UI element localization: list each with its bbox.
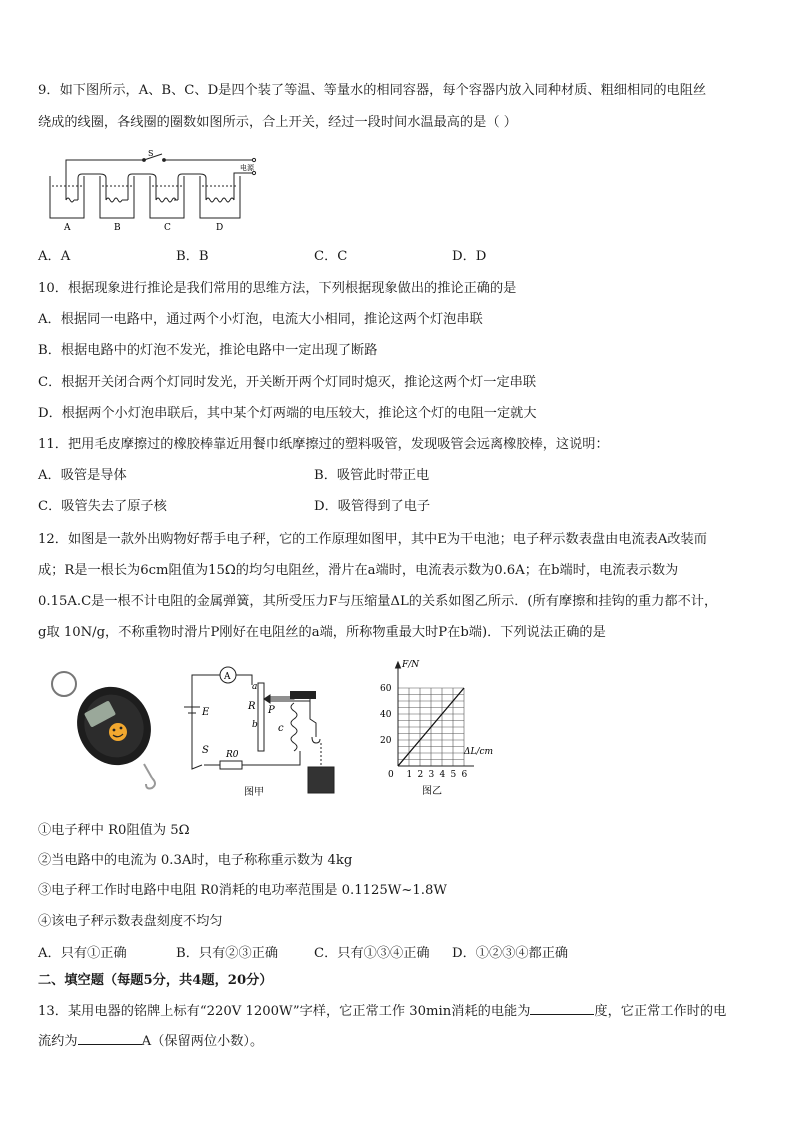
figure-yi-caption: 图乙 <box>422 786 442 797</box>
graph-y-tick-label: 40 <box>380 710 392 720</box>
q9-coil-circuit-figure <box>44 146 270 232</box>
wire-r-label: R <box>248 701 256 712</box>
q10-option-c[interactable]: C．根据开关闭合两个灯同时发光，开关断开两个灯同时熄灭，推论这两个灯一定串联 <box>38 375 537 390</box>
q9-stem-line2: 绕成的线圈，各线圈的圈数如图所示，合上开关，经过一段时间水温最高的是（ ） <box>38 115 517 130</box>
section-fill-in-title: 二、填空题（每题5分，共4题，20分） <box>38 973 273 988</box>
ammeter-label: A <box>224 672 231 682</box>
q10-option-d[interactable]: D．根据两个小灯泡串联后，其中某个灯两端的电压较大，推论这个灯的电阻一定就大 <box>38 406 537 421</box>
q9-container-label-a: A <box>64 223 71 232</box>
q11-stem: 11．把用毛皮摩擦过的橡胶棒靠近用餐巾纸摩擦过的塑料吸管，发现吸管会远离橡胶棒，这说明： <box>38 437 609 452</box>
q12-option-d[interactable]: D．①②③④都正确 <box>452 946 569 961</box>
q13-blank-energy[interactable] <box>530 1000 594 1015</box>
q9-option-b[interactable]: B．B <box>176 249 209 264</box>
q9-source-label: 电源 <box>240 164 254 172</box>
q12-stem-line3: 0.15A.C是一根不计电阻的金属弹簧，其所受压力F与压缩量ΔL的关系如图乙所示．(所有摩擦和挂钩的重力都不计， <box>38 594 718 609</box>
q12-option-a[interactable]: A．只有①正确 <box>38 946 127 961</box>
q11-option-c[interactable]: C．吸管失去了原子核 <box>38 499 167 514</box>
q9-switch-label: S <box>148 149 154 158</box>
q10-option-a[interactable]: A．根据同一电路中，通过两个小灯泡，电流大小相同，推论这两个灯泡串联 <box>38 312 483 327</box>
q12-stem-line4: g取 10N/g，不称重物时滑片P刚好在电阻丝的a端，所称物重最大时P在b端)．下列说法正确的是 <box>38 625 606 640</box>
q12-statement-2: ②当电路中的电流为 0.3A时，电子称称重示数为 4kg <box>38 853 353 868</box>
q9-container-label-b: B <box>114 223 121 232</box>
q13-text-part3: 流约为 <box>38 1034 78 1049</box>
spring-c-label: c <box>278 723 284 734</box>
figure-jia-caption: 图甲 <box>244 787 264 798</box>
q12-statement-4: ④该电子秤示数表盘刻度不均匀 <box>38 914 223 929</box>
end-a-label: a <box>252 682 258 692</box>
electronic-scale-photo <box>40 668 164 792</box>
q12-statement-1: ①电子秤中 R0阻值为 5Ω <box>38 823 190 838</box>
q12-stem-line2: 成；R是一根长为6cm阻值为15Ω的均匀电阻丝，滑片在a端时，电流表示数为0.6A；在b端时，电流表示数为 <box>38 563 679 578</box>
battery-label: E <box>202 707 210 718</box>
end-b-label: b <box>252 720 258 730</box>
switch-label-jia: S <box>202 745 209 756</box>
graph-x-axis-label: ΔL/cm <box>464 747 494 757</box>
graph-x-tick-label: 1 <box>406 770 413 780</box>
q9-option-a[interactable]: A．A <box>38 249 71 264</box>
q9-container-label-c: C <box>164 223 171 232</box>
graph-x-tick-label: 6 <box>461 770 468 780</box>
slider-p-label: P <box>268 705 275 716</box>
q13-blank-current[interactable] <box>78 1030 142 1045</box>
q10-stem: 10．根据现象进行推论是我们常用的思维方法，下列根据现象做出的推论正确的是 <box>38 281 517 296</box>
q9-stem-line1: 9．如下图所示，A、B、C、D是四个装了等温、等量水的相同容器，每个容器内放入同种材质、粗细相同的电阻丝 <box>38 83 707 98</box>
q13-text-part2: 度，它正常工作时的电 <box>594 1004 727 1019</box>
graph-x-tick-label: 5 <box>450 770 457 780</box>
q13-text-part4: A（保留两位小数）。 <box>141 1034 264 1049</box>
q13-line2 <box>38 1030 263 1051</box>
r0-label: R0 <box>226 750 239 760</box>
q11-option-b[interactable]: B．吸管此时带正电 <box>314 468 430 483</box>
graph-x-tick-label: 0 <box>388 770 394 780</box>
force-compression-graph <box>376 654 512 798</box>
q11-option-a[interactable]: A．吸管是导体 <box>38 468 127 483</box>
graph-x-tick-label: 2 <box>417 770 424 780</box>
q12-statement-3: ③电子秤工作时电路中电阻 R0消耗的电功率范围是 0.1125W~1.8W <box>38 883 447 898</box>
q13-line1 <box>38 1000 726 1021</box>
q12-option-c[interactable]: C．只有①③④正确 <box>314 946 430 961</box>
q9-option-d[interactable]: D．D <box>452 249 487 264</box>
q10-option-b[interactable]: B．根据电路中的灯泡不发光，推论电路中一定出现了断路 <box>38 343 378 358</box>
graph-x-tick-label: 4 <box>439 770 446 780</box>
circuit-diagram-jia <box>180 663 348 805</box>
q11-option-d[interactable]: D．吸管得到了电子 <box>314 499 431 514</box>
q9-container-label-d: D <box>216 223 224 232</box>
graph-y-tick-label: 20 <box>380 736 392 746</box>
graph-y-axis-label: F/N <box>402 660 420 670</box>
q12-stem-line1: 12．如图是一款外出购物好帮手电子秤，它的工作原理如图甲，其中E为干电池；电子秤示数表盘由电流表A改装而 <box>38 532 707 547</box>
graph-y-tick-label: 60 <box>380 684 392 694</box>
q12-option-b[interactable]: B．只有②③正确 <box>176 946 279 961</box>
q13-text-part1: 13．某用电器的铭牌上标有“220V 1200W”字样，它正常工作 30min消耗的电能为 <box>38 1004 531 1019</box>
graph-x-tick-label: 3 <box>428 770 435 780</box>
q9-option-c[interactable]: C．C <box>314 249 348 264</box>
